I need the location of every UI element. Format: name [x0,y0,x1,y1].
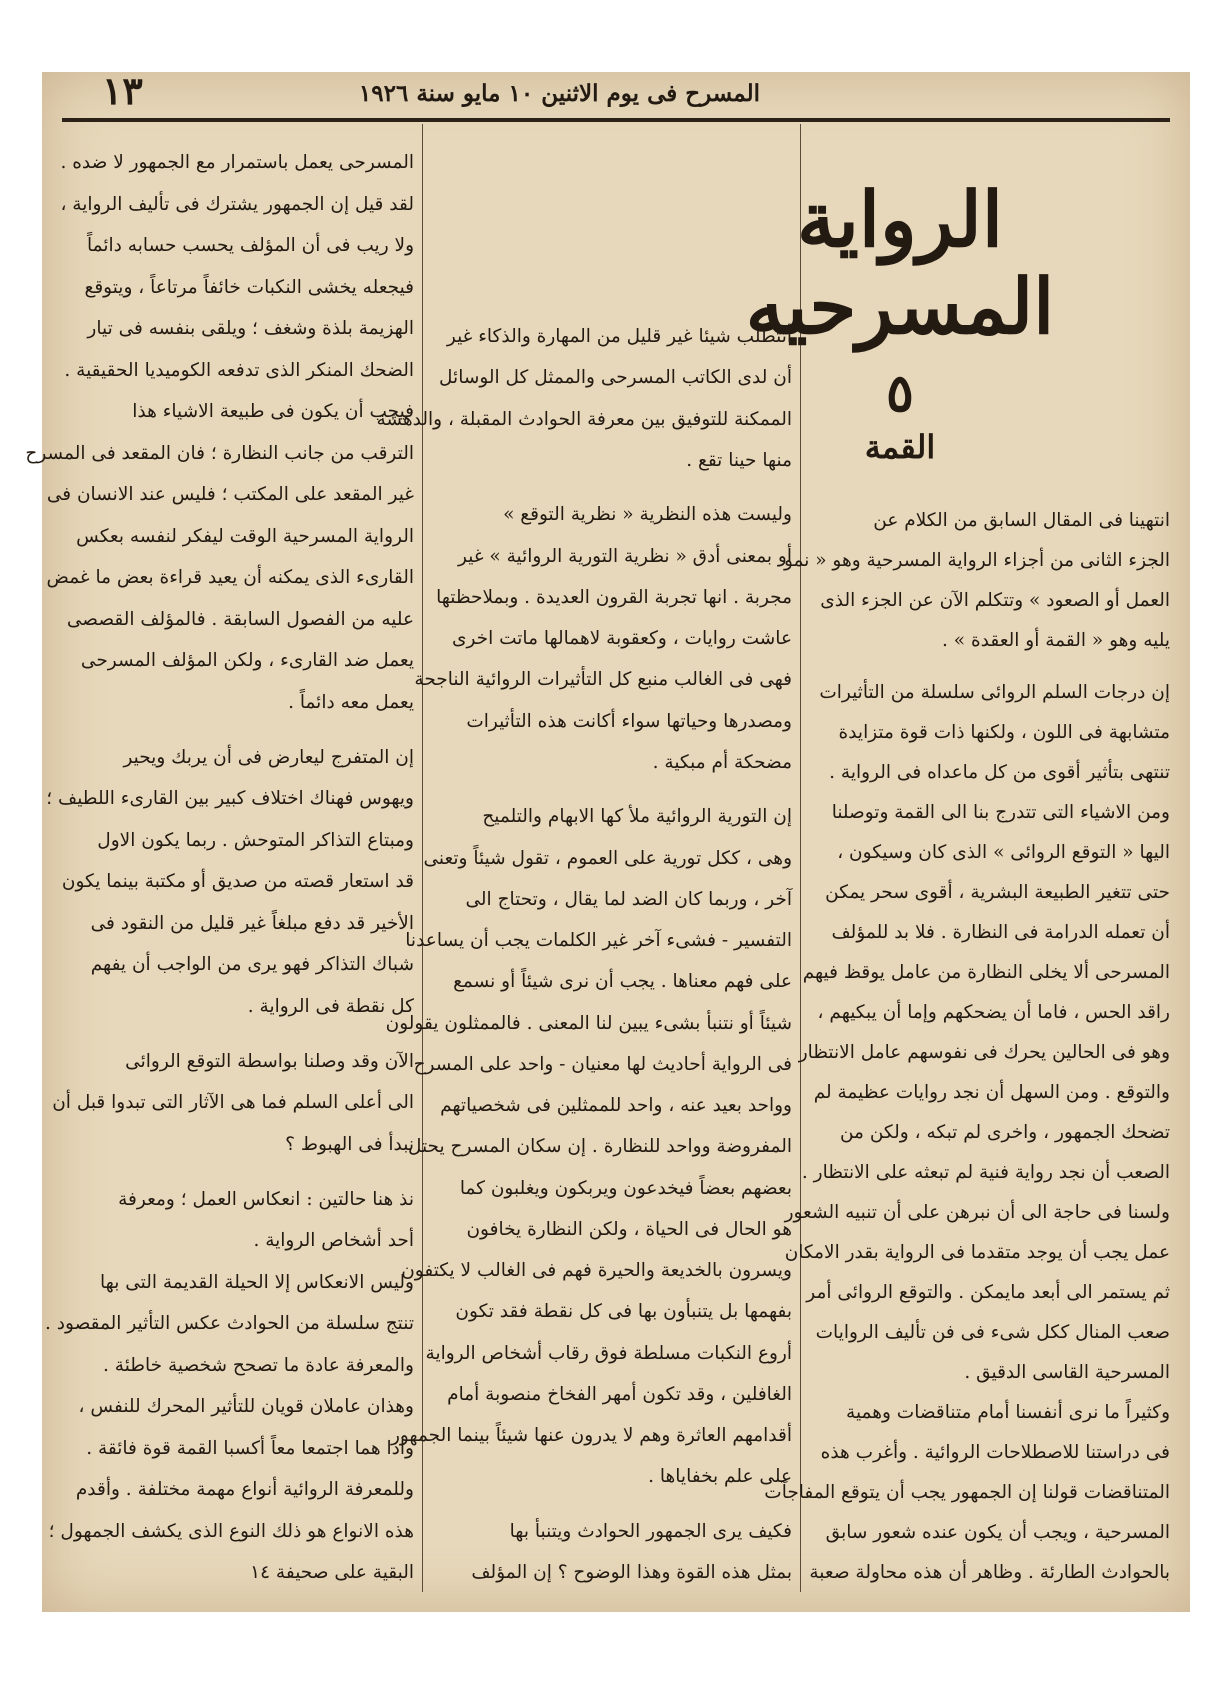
text-line: آخر ، وربما كان الضد لما يقال ، وتحتاج الى [465,888,792,910]
text-line: منها حينا تقع . [686,449,792,471]
text-line: فيجعله يخشى النكبات خائفاً مرتاعاً ، ويتوقع [84,276,414,298]
text-line: وواحد بعيد عنه ، واحد للممثلين فى شخصياتهم [440,1095,792,1116]
text-line: الجزء الثانى من أجزاء الرواية المسرحية وهو « نمو [783,550,1170,571]
text-line: حتى تتغير الطبيعة البشرية ، أقوى سحر يمكن [825,882,1170,903]
text-line: إن المتفرج ليعارض فى أن يربك ويحير [123,746,414,768]
text-line: ومصدرها وحياتها سواء أكانت هذه التأثيرات [466,710,792,732]
text-line: على فهم معناها . يجب أن نرى شيئاً أو نسمع [453,971,792,993]
paragraph-gap [810,662,1170,672]
page-number: ١٣ [102,68,143,113]
text-line: الرواية المسرحية الوقت ليفكر لنفسه بعكس [76,525,414,547]
text-line: التفسير - فشىء آخر غير الكلمات يجب أن يساعدنا [405,930,792,951]
column-left [25,124,414,1592]
column-middle [376,298,792,1592]
text-line: فهى فى الغالب منبع كل التأثيرات الروائية الناجحة [414,669,792,691]
text-line: أتتطلب شيئا غير قليل من المهارة والذكاء غير [446,326,792,347]
text-line: المسرحى ألا يخلى النظارة من عامل يوقظ فيهم [802,962,1170,983]
text-line: إن التورية الروائية ملأ كها الابهام والتلميح [482,806,792,828]
text-line: على علم بخفاياها . [648,1466,792,1488]
text-line: بالحوادث الطارئة . وظاهر أن هذه محاولة صعبة [809,1562,1170,1583]
text-line: وليست هذه النظرية « نظرية التوقع » [503,504,792,526]
text-line: ومبتاع التذاكر المتوحش . ربما يكون الاول [97,829,414,851]
text-line: اليها « التوقع الروائى » الذى كان وسيكون ، [837,842,1170,863]
text-line: المتناقضات قولنا إن الجمهور يجب أن يتوقع المفاجآت [764,1482,1170,1503]
text-line: أو بمعنى أدق « نظرية التورية الروائية » غير [458,545,792,567]
text-line: ويسرون بالخديعة والحيرة فهم فى الغالب لا يكتفون [401,1260,792,1281]
paragraph-gap [432,483,792,493]
text-line: فكيف يرى الجمهور الحوادث ويتنبأ بها [509,1520,792,1542]
text-line: وهى ، ككل تورية على العموم ، تقول شيئاً وتعنى [423,847,792,869]
text-line: الى أعلى السلم فما هى الآثار التى تبدوا قبل أن [52,1092,414,1113]
text-line: وهو فى الحالين يحرك فى نفوسهم عامل الانتظار [798,1042,1170,1063]
text-line: بفهمها بل يتنبأون بها فى كل نقطة فقد تكون [455,1301,792,1323]
text-line: بمثل هذه القوة وهذا الوضوح ؟ إن المؤلف [471,1562,792,1583]
publication-line: المسرح فى يوم الاثنين ١٠ مايو سنة ١٩٢٦ [358,80,760,107]
text-line: فى دراستنا للاصطلاحات الروائية . وأغرب هذه [820,1442,1170,1463]
text-line: المسرحى يعمل باستمرار مع الجمهور لا ضده . [60,152,414,173]
text-line: مضحكة أم مبكية . [652,751,792,773]
text-line: فى الرواية أحاديث لها معنيان - واحد على المسرح [413,1053,792,1075]
article-title: الرواية المسرحيه [745,175,1055,352]
text-line: أن تعمله الدرامة فى النظارة . فلا بد للمؤلف [831,922,1170,943]
article-subtitle: القمة [864,427,936,466]
text-line: إن درجات السلم الروائى سلسلة من التأثيرات [819,682,1170,703]
text-line: بعضهم بعضاً فيخدعون ويربكون ويغلبون كما [459,1177,792,1199]
text-line: يعمل معه دائماً . [288,691,414,713]
text-line: كل نقطة فى الرواية . [247,995,414,1017]
paragraph-gap [62,1167,414,1177]
text-line: تضحك الجمهور ، واخرى لم تبكه ، ولكن من [839,1122,1170,1143]
text-line: أقدامهم العاثرة وهم لا يدرون عنها شيئاً بينما الجمهور [390,1425,792,1446]
text-line: تنتهى بتأثير أقوى من كل ماعداه فى الرواية . [829,762,1170,783]
text-line: واذا هما اجتمعا معاً أكسبا القمة قوة فائقة . [86,1437,414,1459]
text-line: وليس الانعكاس إلا الحيلة القديمة التى بها [100,1271,414,1293]
text-line: البقية على صحيفة ١٤ [250,1562,414,1583]
text-line: الغافلين ، وقد تكون أمهر الفخاخ منصوبة أمام [447,1383,792,1405]
text-line: أحد أشخاص الرواية . [253,1230,414,1251]
text-line: لقد قيل إن الجمهور يشترك فى تأليف الرواية ، [60,193,414,215]
text-line: المسرحية ، ويجب أن يكون عنده شعور سابق [825,1522,1170,1543]
header-rule [62,118,1170,122]
text-line: وكثيراً ما نرى أنفسنا أمام متناقضات وهمية [846,1402,1170,1423]
text-line: والمعرفة عادة ما تصحح شخصية خاطئة . [103,1354,414,1376]
text-line: نبدأ فى الهبوط ؟ [285,1133,414,1155]
text-line: أروع النكبات مسلطة فوق رقاب أشخاص الرواية [425,1342,792,1364]
text-line: والتوقع . ومن السهل أن نجد روايات عظيمة لم [813,1082,1170,1103]
text-line: يليه وهو « القمة أو العقدة » . [942,630,1170,651]
paragraph-gap [62,725,414,735]
text-line: الصعب أن نجد رواية فنية لم تبعثه على الانتظار . [801,1162,1170,1183]
paragraph-gap [432,1500,792,1510]
text-line: ويهوس فهناك اختلاف كبير بين القارىء اللطيف ؛ [46,788,414,809]
text-line: الضحك المنكر الذى تدفعه الكوميديا الحقيقية . [64,359,414,381]
text-line: الآن وقد وصلنا بواسطة التوقع الروائى [125,1050,414,1072]
text-line: الترقب من جانب النظارة ؛ فان المقعد فى المسرح [25,442,414,464]
text-line: المسرحية القاسى الدقيق . [964,1362,1170,1383]
text-line: القارىء الذى يمكنه أن يعيد قراءة بعض ما غمض [46,567,414,588]
text-line: صعب المنال ككل شىء فى فن تأليف الروايات [815,1322,1170,1343]
text-line: ثم يستمر الى أبعد مايمكن . والتوقع الروائى أمر [806,1282,1170,1303]
text-line: وهذان عاملان قويان للتأثير المحرك للنفس ، [78,1396,414,1417]
paragraph-gap [62,1029,414,1039]
article-part-number: ٥ [886,362,914,424]
text-line: يعمل ضد القارىء ، ولكن المؤلف المسرحى [80,650,414,671]
text-line: العمل أو الصعود » وتتكلم الآن عن الجزء الذى [820,590,1170,611]
text-line: وللمعرفة الروائية أنواع مهمة مختلفة . وأقدم [75,1479,414,1500]
text-line: انتهينا فى المقال السابق من الكلام عن [873,510,1170,531]
text-line: عليه من الفصول السابقة . فالمؤلف القصصى [66,608,414,630]
text-line: عاشت روايات ، وكعقوبة لاهمالها ماتت اخرى [451,628,792,649]
text-line: شيئاً أو نتنبأ بشىء يبين لنا المعنى . فالممثلون يقولون [385,1012,792,1034]
text-line: شباك التذاكر فهو يرى من الواجب أن يفهم [90,954,414,975]
paragraph-gap [432,785,792,795]
text-line: عمل يجب أن يوجد متقدما فى الرواية بقدر الامكان [784,1242,1170,1263]
text-line: الهزيمة بلذة وشغف ؛ ويلقى بنفسه فى تيار [87,318,414,339]
text-line: قد استعار قصته من صديق أو مكتبة بينما يكون [61,871,414,892]
text-line: الأخير قد دفع مبلغاً غير قليل من النقود فى [90,912,414,934]
text-line: الممكنة للتوفيق بين معرفة الحوادث المقبلة ، والدهشة [376,408,792,430]
text-line: متشابهة فى اللون ، ولكنها ذات قوة متزايدة [838,722,1170,743]
text-line: مجربة . انها تجربة القرون العديدة . وبملاحظتها [436,586,792,608]
text-line: تنتج سلسلة من الحوادث عكس التأثير المقصود . [45,1313,414,1334]
text-line: ولسنا فى حاجة الى أن نبرهن على أن تنبيه الشعور [784,1202,1170,1223]
text-line: أن لدى الكاتب المسرحى والممثل كل الوسائل [439,367,792,389]
text-line: هذه الانواع هو ذلك النوع الذى يكشف الجمهول ؛ [48,1520,414,1542]
text-line: ومن الاشياء التى تتدرج بنا الى القمة وتوصلنا [831,802,1170,823]
text-line: المفروضة وواحد للنظارة . إن سكان المسرح يحتل [407,1136,792,1158]
text-line: ولا ريب فى أن المؤلف يحسب حسابه دائماً [87,235,414,256]
text-line: راقد الحس ، فاما أن يضحكهم وإما أن يبكيهم ، [817,1002,1170,1023]
text-line: هو الحال فى الحياة ، ولكن النظارة يخافون [466,1218,792,1240]
text-line: غير المقعد على المكتب ؛ فليس عند الانسان فى [46,484,414,505]
text-line: فيجب أن يكون فى طبيعة الاشياء هذا [132,401,414,422]
page-header [42,68,1190,120]
newspaper-page [25,68,1190,1612]
text-line: نذ هنا حالتين : انعكاس العمل ؛ ومعرفة [118,1188,414,1210]
column-right [764,482,1170,1592]
